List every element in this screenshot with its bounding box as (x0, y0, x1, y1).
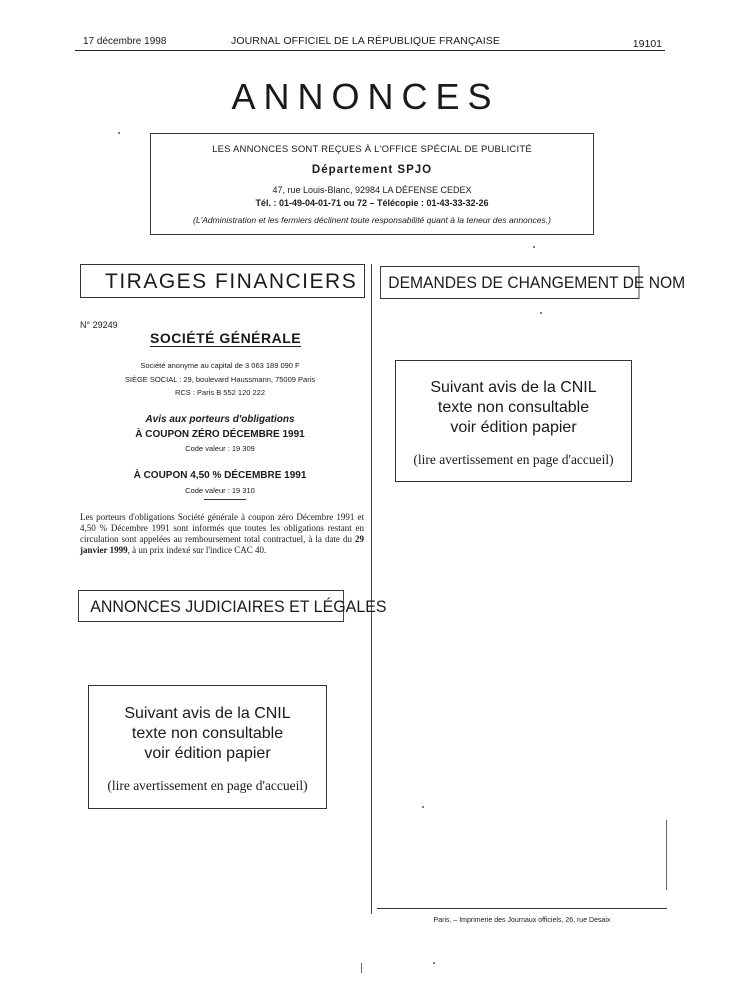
body-date: 29 janvier 1999 (80, 534, 364, 555)
short-divider (204, 499, 246, 500)
scan-speck (118, 132, 120, 134)
journal-title: JOURNAL OFFICIEL DE LA RÉPUBLIQUE FRANÇAISE (231, 35, 500, 47)
publicity-notice-box (150, 133, 594, 235)
announcement-body (80, 512, 364, 556)
section-tirages-financiers: TIRAGES FINANCIERS (80, 264, 365, 298)
code-valeur-1: Code valeur : 19 309 (185, 444, 255, 453)
code-valeur-2: Code valeur : 19 310 (185, 486, 255, 495)
scan-speck (422, 806, 424, 808)
notice-department: Département SPJO (311, 164, 433, 176)
cnil-line-1: Suivant avis de la CNIL (430, 379, 597, 396)
cnil-notice-box-left (88, 685, 327, 809)
coupon-zero-heading: À COUPON ZÉRO DÉCEMBRE 1991 (135, 429, 305, 440)
scan-speck (540, 312, 542, 314)
scan-speck (533, 246, 535, 248)
cnil-line-1: Suivant avis de la CNIL (124, 705, 291, 722)
issue-date: 17 décembre 1998 (83, 36, 167, 47)
notice-address: 47, rue Louis-Blanc, 92984 LA DÉFENSE CEDEX (272, 185, 472, 195)
cnil-note: (lire avertissement en page d'accueil) (107, 778, 308, 793)
header-divider (75, 50, 665, 51)
notice-disclaimer: (L'Administration et les fermiers déclinent toute responsabilité quant à la teneur des annonces.) (193, 215, 551, 225)
scan-speck (433, 962, 435, 964)
scan-mark (666, 820, 667, 890)
cnil-notice-box-right (395, 360, 632, 482)
company-head-office: SIÈGE SOCIAL : 29, boulevard Haussmann, 75009 Paris (124, 375, 316, 384)
body-text-start: Les porteurs d'obligations Société générale à coupon zéro Décembre 1991 et 4,50 % Décembre 1991 sont informés que toutes les obligations restant en circulation sont appelées au remboursement total contractuel, à la date du (80, 512, 364, 544)
section-annonces-judiciaires: ANNONCES JUDICIAIRES ET LÉGALES (78, 590, 344, 622)
scan-mark (361, 963, 362, 973)
notice-phone: Tél. : 01-49-04-01-71 ou 72 – Télécopie : 01-43-33-32-26 (255, 198, 489, 208)
cnil-line-2: texte non consultable (437, 399, 590, 416)
coupon-450-heading: À COUPON 4,50 % DÉCEMBRE 1991 (133, 470, 307, 481)
page-number: 19101 (632, 38, 662, 50)
section-changement-de-nom: DEMANDES DE CHANGEMENT DE NOM (380, 266, 639, 299)
cnil-line-3: voir édition papier (450, 419, 577, 436)
printer-footer: Paris. – Imprimerie des Journaux officiels, 26, rue Desaix (433, 917, 611, 924)
notice-line-1: LES ANNONCES SONT REÇUES À L'OFFICE SPÉCIAL DE PUBLICITÉ (212, 144, 532, 155)
company-capital: Société anonyme au capital de 3 063 189 090 F (140, 361, 300, 370)
page-title: ANNONCES (231, 76, 500, 117)
notice-heading: Avis aux porteurs d'obligations (145, 414, 295, 425)
column-divider (371, 264, 372, 914)
company-rcs: RCS : Paris B 552 120 222 (174, 388, 266, 397)
body-text-end: , à un prix indexé sur l'indice CAC 40. (127, 545, 267, 555)
cnil-note: (lire avertissement en page d'accueil) (413, 452, 614, 467)
company-name: SOCIÉTÉ GÉNÉRALE (150, 330, 302, 346)
cnil-line-3: voir édition papier (144, 745, 271, 762)
footer-divider (377, 908, 667, 909)
announcement-number: N° 29249 (80, 320, 118, 330)
cnil-line-2: texte non consultable (131, 725, 284, 742)
